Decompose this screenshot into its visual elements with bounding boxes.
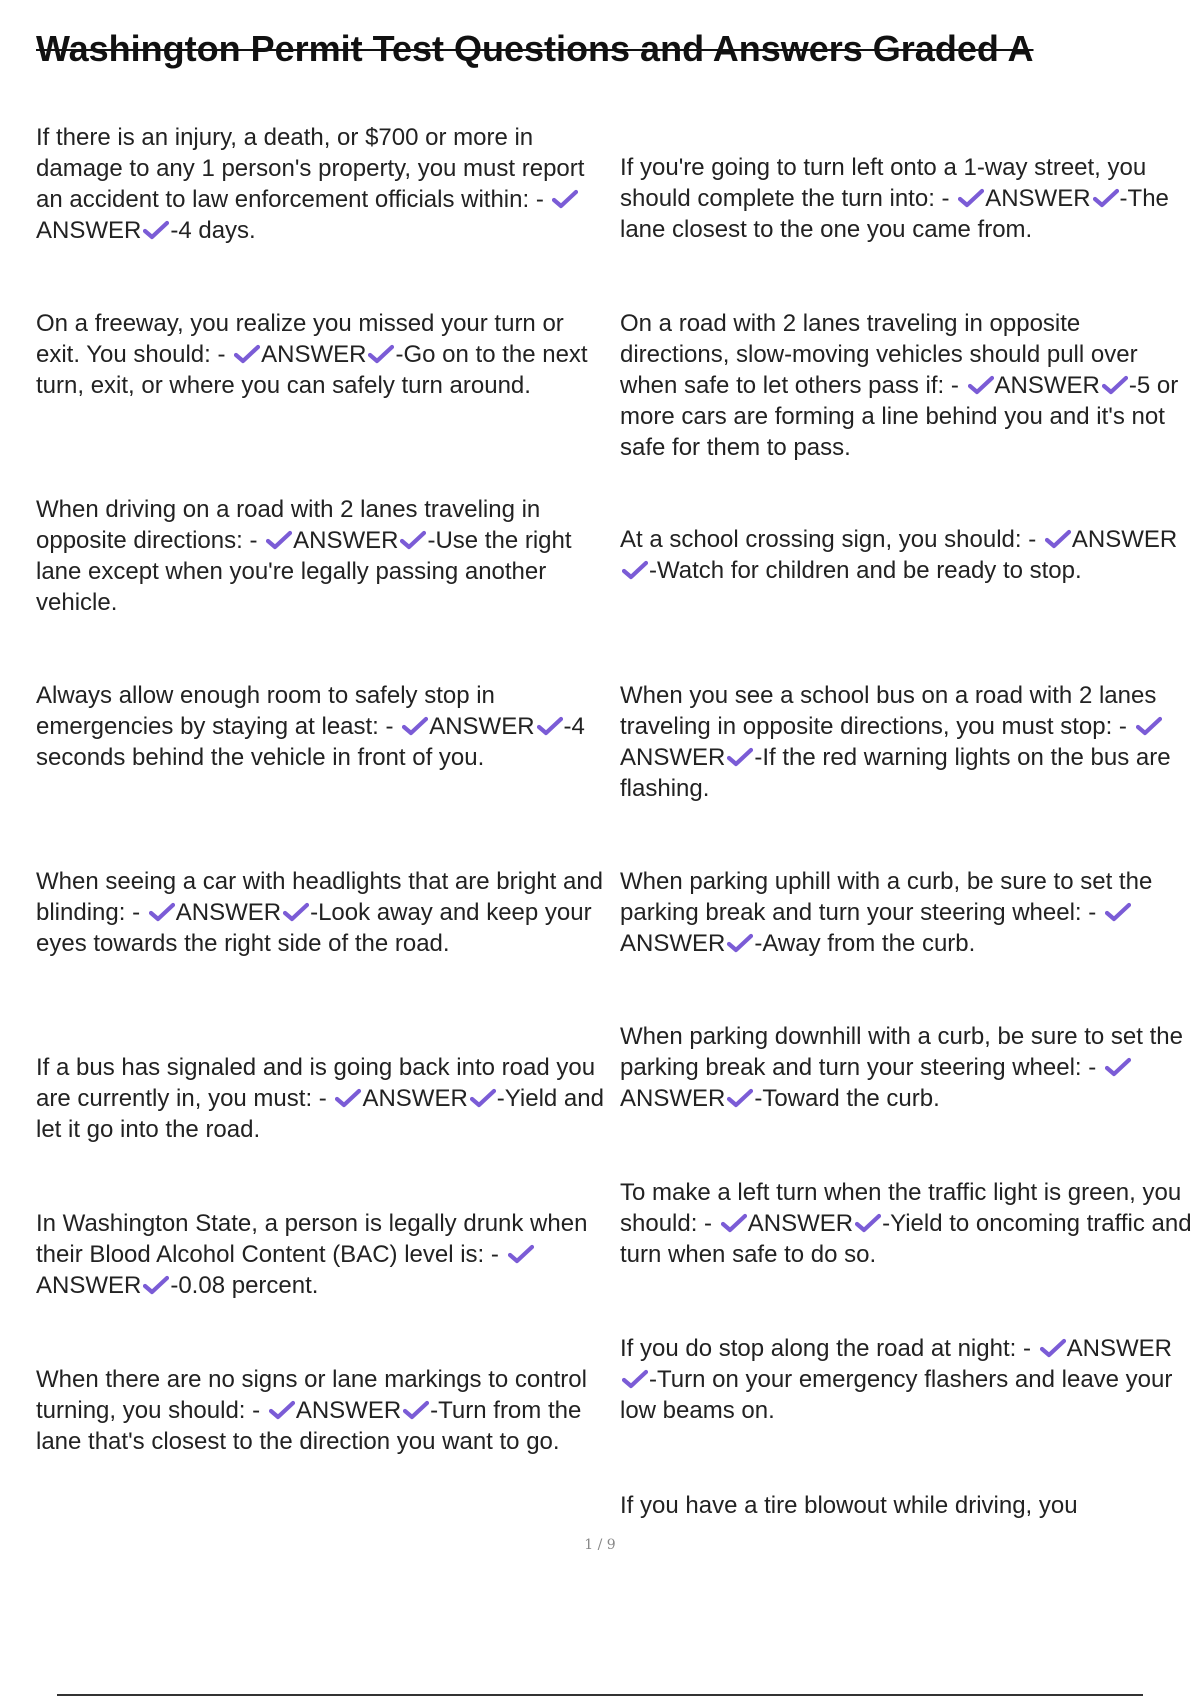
check-icon bbox=[402, 716, 428, 736]
qa-item bbox=[36, 1364, 606, 1457]
answer-label: ANSWER bbox=[747, 1210, 854, 1237]
question-text: Always allow enough room to safely stop in emergencies by staying at least: - bbox=[36, 682, 495, 740]
answer-text: -Away from the curb. bbox=[754, 930, 976, 957]
question-text: If there is an injury, a death, or $700 or more in damage to any 1 person's property, you must report an accident to law enforcement officials within: - bbox=[36, 124, 585, 213]
question-text: To make a left turn when the traffic light is green, you should: - bbox=[620, 1179, 1182, 1237]
check-icon bbox=[1045, 529, 1071, 549]
qa-item bbox=[36, 1208, 606, 1301]
check-icon bbox=[266, 530, 292, 550]
answer-label: ANSWER bbox=[36, 1272, 142, 1299]
question-text: If you're going to turn left onto a 1-way street, you should complete the turn into: - bbox=[620, 154, 1147, 212]
check-icon bbox=[400, 530, 426, 550]
answer-label: ANSWER bbox=[362, 1085, 468, 1112]
question-text: When you see a school bus on a road with 2 lanes traveling in opposite directions, you must stop: - bbox=[620, 682, 1157, 740]
check-icon bbox=[855, 1213, 881, 1233]
answer-text: -4 seconds behind the vehicle in front of you. bbox=[36, 713, 585, 771]
answer-text: -5 or more cars are forming a line behind you and it's not safe for them to pass. bbox=[620, 372, 1179, 461]
check-icon bbox=[234, 344, 260, 364]
check-icon bbox=[968, 375, 994, 395]
question-text: When driving on a road with 2 lanes traveling in opposite directions: - bbox=[36, 496, 541, 554]
check-icon bbox=[283, 902, 309, 922]
check-icon bbox=[727, 933, 753, 953]
qa-item bbox=[620, 680, 1192, 804]
footer-rule bbox=[57, 1694, 1143, 1696]
question-text: On a freeway, you realize you missed your turn or exit. You should: - bbox=[36, 310, 564, 368]
answer-label: ANSWER bbox=[1071, 526, 1178, 553]
question-text: When seeing a car with headlights that are bright and blinding: - bbox=[36, 868, 604, 926]
answer-text: -0.08 percent. bbox=[170, 1272, 319, 1299]
question-text: If a bus has signaled and is going back into road you are currently in, you must: - bbox=[36, 1054, 596, 1112]
check-icon bbox=[537, 716, 563, 736]
check-icon bbox=[1040, 1338, 1066, 1358]
answer-text: -Watch for children and be ready to stop. bbox=[649, 557, 1082, 584]
answer-text: -Yield and let it go into the road. bbox=[36, 1085, 604, 1143]
check-icon bbox=[727, 747, 753, 767]
check-icon bbox=[727, 1088, 753, 1108]
answer-label: ANSWER bbox=[293, 527, 399, 554]
answer-label: ANSWER bbox=[985, 185, 1091, 212]
answer-text: -If the red warning lights on the bus are flashing. bbox=[620, 744, 1171, 802]
check-icon bbox=[1093, 188, 1119, 208]
question-text: If you do stop along the road at night: - bbox=[620, 1335, 1031, 1362]
answer-label: ANSWER bbox=[261, 341, 367, 368]
answer-label: ANSWER bbox=[620, 930, 726, 957]
answer-text: -4 days. bbox=[170, 217, 256, 244]
check-icon bbox=[470, 1088, 496, 1108]
check-icon bbox=[143, 220, 169, 240]
qa-item bbox=[36, 308, 606, 401]
check-icon bbox=[1136, 716, 1162, 736]
answer-text: -Look away and keep your eyes towards the right side of the road. bbox=[36, 899, 592, 957]
question-text: On a road with 2 lanes traveling in opposite directions, slow-moving vehicles should pull over when safe to let others pass if: - bbox=[620, 310, 1138, 399]
check-icon bbox=[721, 1213, 747, 1233]
qa-item bbox=[36, 1052, 606, 1145]
answer-label: ANSWER bbox=[1066, 1335, 1172, 1362]
answer-label: ANSWER bbox=[36, 217, 142, 244]
qa-item bbox=[620, 1177, 1192, 1270]
check-icon bbox=[622, 560, 648, 580]
check-icon bbox=[622, 1369, 648, 1389]
check-icon bbox=[269, 1400, 295, 1420]
answer-text: -Toward the curb. bbox=[754, 1085, 940, 1112]
answer-text: -Yield to oncoming traffic and turn when safe to do so. bbox=[620, 1210, 1192, 1268]
question-text: When there are no signs or lane markings to control turning, you should: - bbox=[36, 1366, 587, 1424]
qa-item bbox=[620, 1333, 1192, 1426]
page-number: 1 / 9 bbox=[584, 1537, 616, 1553]
check-icon bbox=[508, 1244, 534, 1264]
check-icon bbox=[335, 1088, 361, 1108]
check-icon bbox=[1102, 375, 1128, 395]
answer-text: -Use the right lane except when you're legally passing another vehicle. bbox=[36, 527, 572, 616]
question-text: At a school crossing sign, you should: - bbox=[620, 526, 1037, 553]
answer-text: -The lane closest to the one you came from. bbox=[620, 185, 1169, 243]
question-text: When parking downhill with a curb, be sure to set the parking break and turn your steering wheel: - bbox=[620, 1023, 1183, 1081]
qa-item bbox=[620, 308, 1192, 463]
check-icon bbox=[368, 344, 394, 364]
answer-label: ANSWER bbox=[295, 1397, 402, 1424]
answer-text: -Turn on your emergency flashers and leave your low beams on. bbox=[620, 1366, 1173, 1424]
check-icon bbox=[1105, 902, 1131, 922]
qa-item bbox=[620, 524, 1192, 586]
check-icon bbox=[1105, 1057, 1131, 1077]
document-title: Washington Permit Test Questions and Answers Graded A bbox=[36, 28, 1034, 69]
answer-text: -Turn from the lane that's closest to the direction you want to go. bbox=[36, 1397, 582, 1455]
answer-label: ANSWER bbox=[994, 372, 1100, 399]
qa-item bbox=[620, 152, 1192, 245]
trailing-question: If you have a tire blowout while driving, you bbox=[620, 1492, 1078, 1519]
check-icon bbox=[149, 902, 175, 922]
question-text: In Washington State, a person is legally drunk when their Blood Alcohol Content (BAC) level is: - bbox=[36, 1210, 588, 1268]
answer-label: ANSWER bbox=[620, 744, 726, 771]
answer-label: ANSWER bbox=[429, 713, 535, 740]
check-icon bbox=[143, 1275, 169, 1295]
answer-text: -Go on to the next turn, exit, or where you can safely turn around. bbox=[36, 341, 588, 399]
qa-item bbox=[36, 494, 606, 618]
qa-item bbox=[620, 866, 1192, 959]
check-icon bbox=[403, 1400, 429, 1420]
question-text: When parking uphill with a curb, be sure to set the parking break and turn your steering wheel: - bbox=[620, 868, 1153, 926]
qa-item bbox=[620, 1021, 1192, 1114]
qa-item bbox=[36, 680, 606, 773]
check-icon bbox=[958, 188, 984, 208]
qa-item bbox=[36, 866, 606, 959]
answer-label: ANSWER bbox=[620, 1085, 726, 1112]
check-icon bbox=[552, 189, 578, 209]
answer-label: ANSWER bbox=[175, 899, 282, 926]
qa-item bbox=[36, 122, 606, 246]
